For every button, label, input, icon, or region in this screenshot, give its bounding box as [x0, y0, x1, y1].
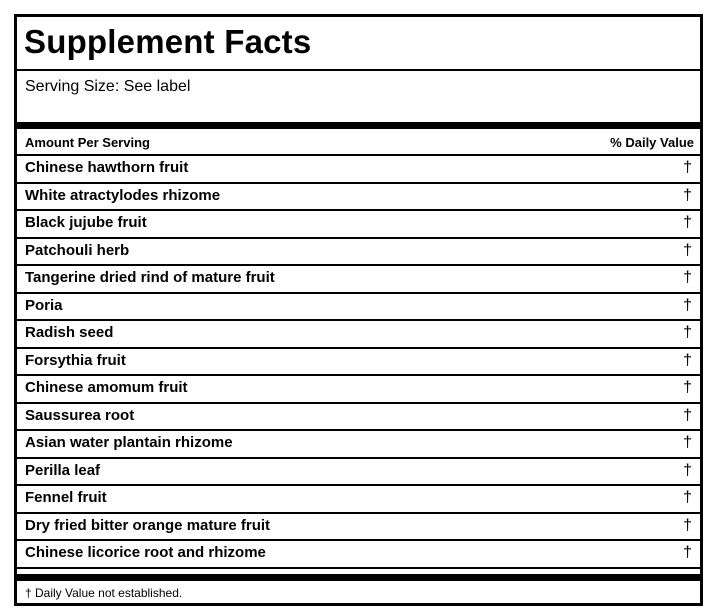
ingredient-list	[17, 156, 700, 569]
ingredient-row	[17, 184, 700, 212]
ingredient-name: Poria	[25, 296, 63, 314]
ingredient-row	[17, 431, 700, 459]
daily-value-marker: †	[683, 269, 692, 286]
daily-value-marker: †	[683, 544, 692, 561]
daily-value-header: % Daily Value	[610, 135, 694, 150]
label-title: Supplement Facts	[24, 23, 312, 60]
footnote: † Daily Value not established.	[25, 586, 183, 600]
ingredient-name: Chinese hawthorn fruit	[25, 159, 189, 176]
serving-size: Serving Size: See label	[25, 78, 191, 95]
ingredient-row	[17, 404, 700, 432]
daily-value-marker: †	[683, 241, 692, 259]
ingredient-row	[17, 266, 700, 294]
ingredient-row	[17, 321, 700, 349]
ingredient-name: Chinese licorice root and rhizome	[25, 544, 266, 561]
daily-value-marker: †	[683, 324, 692, 341]
ingredient-name: Patchouli herb	[25, 241, 130, 259]
ingredient-name: Tangerine dried rind of mature fruit	[25, 269, 275, 286]
daily-value-marker: †	[683, 406, 692, 424]
supplement-facts-label	[14, 14, 703, 606]
ingredient-row	[17, 376, 700, 404]
daily-value-marker: †	[683, 296, 692, 314]
ingredient-row	[17, 211, 700, 239]
table-header	[17, 129, 700, 156]
ingredient-name: Perilla leaf	[25, 461, 101, 479]
daily-value-marker: †	[683, 351, 692, 369]
ingredient-name: Saussurea root	[25, 406, 135, 424]
daily-value-marker: †	[683, 214, 692, 231]
ingredient-row	[17, 459, 700, 487]
ingredient-name: White atractylodes rhizome	[25, 186, 221, 204]
ingredient-row	[17, 541, 700, 569]
ingredient-row	[17, 514, 700, 542]
ingredient-name: Fennel fruit	[25, 489, 107, 506]
ingredient-row	[17, 349, 700, 377]
daily-value-marker: †	[683, 159, 692, 176]
ingredient-name: Black jujube fruit	[25, 214, 147, 231]
ingredient-name: Asian water plantain rhizome	[25, 434, 233, 451]
daily-value-marker: †	[683, 516, 692, 534]
daily-value-marker: †	[683, 434, 692, 451]
ingredient-name: Forsythia fruit	[25, 351, 126, 369]
thick-divider-bottom	[17, 574, 700, 581]
ingredient-row	[17, 294, 700, 322]
ingredient-name: Chinese amomum fruit	[25, 379, 188, 396]
title-divider	[17, 69, 700, 71]
thick-divider-top	[17, 122, 700, 129]
daily-value-marker: †	[683, 461, 692, 479]
ingredient-name: Radish seed	[25, 324, 114, 341]
ingredient-row	[17, 239, 700, 267]
amount-per-serving-header: Amount Per Serving	[25, 135, 150, 150]
ingredient-row	[17, 486, 700, 514]
daily-value-marker: †	[683, 379, 692, 396]
daily-value-marker: †	[683, 489, 692, 506]
daily-value-marker: †	[683, 186, 692, 204]
ingredient-name: Dry fried bitter orange mature fruit	[25, 516, 271, 534]
ingredient-row	[17, 156, 700, 184]
